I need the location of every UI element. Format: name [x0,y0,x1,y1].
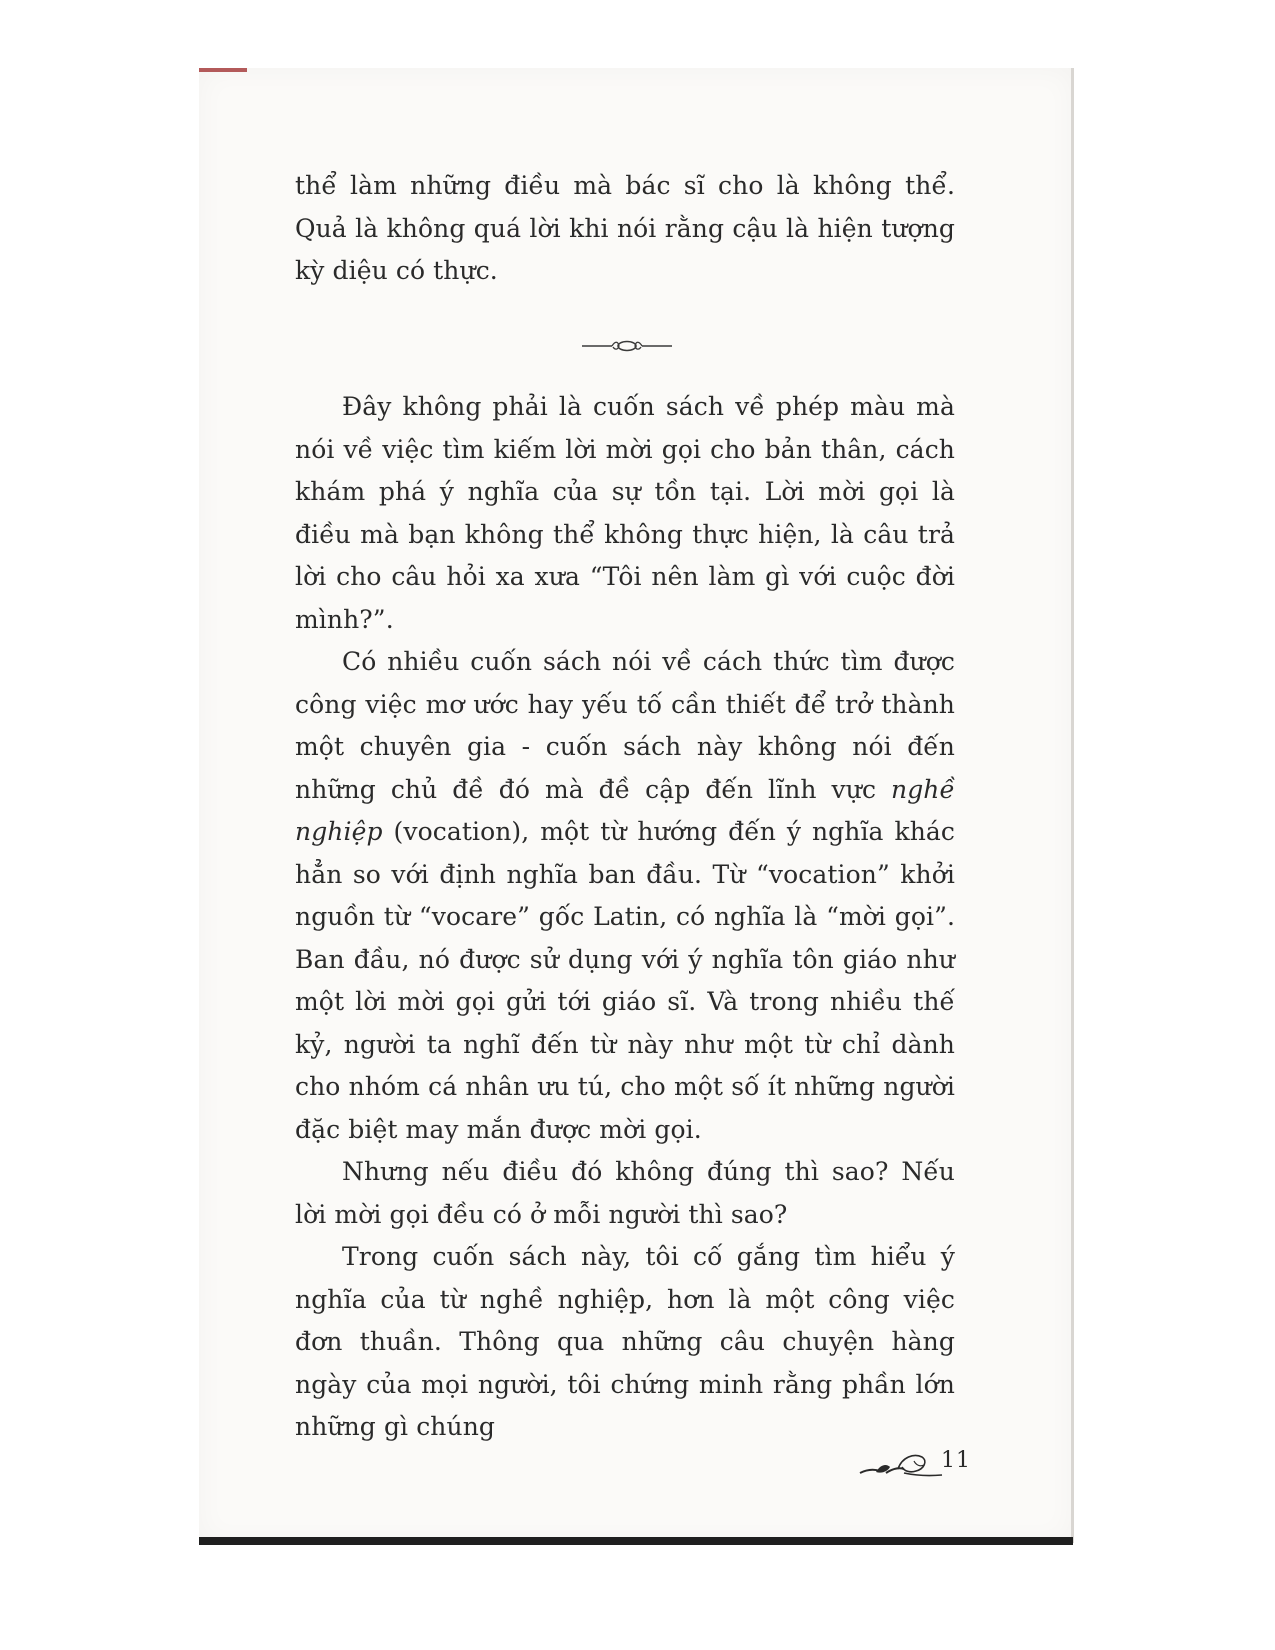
paragraph-2-part-1: Có nhiều cuốn sách nói về cách thức tìm được công việc mơ ước hay yếu tố cần thiết để trở thành một chuyên gia - cuốn sách này không nói đến những chủ đề đó mà đề cập đến lĩnh vực [295,647,955,804]
cover-edge-top [199,68,247,72]
italic-term: nghề nghiệp [295,774,955,846]
paragraph-2 [295,641,955,1151]
text-block-main [295,386,955,1449]
paragraph-3: Nhưng nếu điều đó không đúng thì sao? Nếu lời mời gọi đều có ở mỗi người thì sao? [295,1157,955,1229]
leaf-flourish-icon [858,1443,944,1483]
paragraph-4: Trong cuốn sách này, tôi cố gắng tìm hiểu ý nghĩa của từ nghề nghiệp, hơn là một công việc đơn thuần. Thông qua những câu chuyện hàng ngày của mọi người, tôi chứng minh rằng phần lớn những gì chúng [295,1242,955,1441]
flourish-divider-icon [582,338,672,354]
scan-edge-bottom [199,1537,1073,1545]
page-number: 11 [941,1448,971,1473]
page-edge-right [1071,68,1074,1543]
paragraph-1: Đây không phải là cuốn sách về phép màu mà nói về việc tìm kiếm lời mời gọi cho bản thân, cách khám phá ý nghĩa của sự tồn tại. Lời mời gọi là điều mà bạn không thể không thực hiện, là câu trả lời cho câu hỏi xa xưa “Tôi nên làm gì với cuộc đời mình?”. [295,392,955,634]
paragraph-2-part-2: (vocation), một từ hướng đến ý nghĩa khác hẳn so với định nghĩa ban đầu. Từ “vocation” khởi nguồn từ “vocare” gốc Latin, có nghĩa là “mời gọi”. Ban đầu, nó được sử dụng với ý nghĩa tôn giáo như một lời mời gọi gửi tới giáo sĩ. Và trong nhiều thế kỷ, người ta nghĩ đến từ này như một từ chỉ dành cho nhóm cá nhân ưu tú, cho một số ít những người đặc biệt may mắn được mời gọi. [295,817,955,1144]
text-block-top [295,165,955,293]
paragraph-continued: thể làm những điều mà bác sĩ cho là không thể. Quả là không quá lời khi nói rằng cậu là hiện tượng kỳ diệu có thực. [295,171,955,285]
folio [858,1443,971,1483]
